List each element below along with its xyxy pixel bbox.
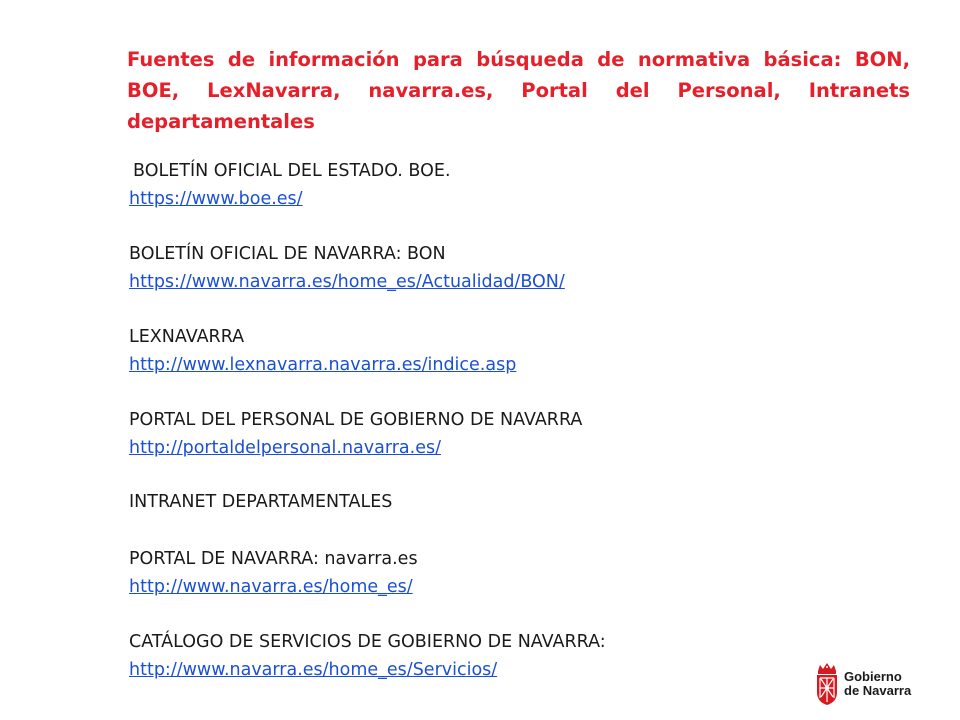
list-item-catalogo-servicios: [129, 628, 829, 684]
list-item-bon: [129, 240, 829, 296]
gobierno-navarra-logo: [815, 660, 935, 708]
logo-wordmark: [844, 670, 911, 698]
logo-line-1: Gobierno: [844, 669, 902, 684]
page-title: Fuentes de información para búsqueda de normativa básica: BON, BOE, LexNavarra, navarra.es, Portal del Personal, Intranets departamentales: [127, 48, 910, 133]
source-link-boe[interactable]: https://www.boe.es/: [129, 189, 303, 209]
source-link-catalogo-servicios[interactable]: http://www.navarra.es/home_es/Servicios/: [129, 660, 498, 680]
sources-list: [129, 157, 829, 711]
source-label: PORTAL DEL PERSONAL DE GOBIERNO DE NAVARRA: [129, 410, 583, 430]
source-link-bon[interactable]: https://www.navarra.es/home_es/Actualidad/BON/: [129, 272, 565, 292]
list-item-boe: [129, 157, 829, 213]
source-link-lexnavarra[interactable]: http://www.lexnavarra.navarra.es/indice.asp: [129, 355, 517, 375]
list-item-intranet: [129, 489, 829, 516]
source-label: BOLETÍN OFICIAL DE NAVARRA: BON: [129, 244, 446, 264]
source-label: CATÁLOGO DE SERVICIOS DE GOBIERNO DE NAVARRA:: [129, 632, 606, 652]
source-label: BOLETÍN OFICIAL DEL ESTADO. BOE.: [133, 161, 451, 181]
list-item-portal-personal: [129, 406, 829, 462]
source-label: PORTAL DE NAVARRA: navarra.es: [129, 549, 418, 569]
source-link-portal-personal[interactable]: http://portaldelpersonal.navarra.es/: [129, 438, 441, 458]
logo-line-2: de Navarra: [844, 683, 912, 698]
list-item-portal-navarra: [129, 545, 829, 601]
source-label: LEXNAVARRA: [129, 327, 245, 347]
coat-of-arms-icon: [815, 662, 839, 706]
list-item-lexnavarra: [129, 323, 829, 379]
source-label: INTRANET DEPARTAMENTALES: [129, 492, 393, 512]
source-link-portal-navarra[interactable]: http://www.navarra.es/home_es/: [129, 577, 413, 597]
